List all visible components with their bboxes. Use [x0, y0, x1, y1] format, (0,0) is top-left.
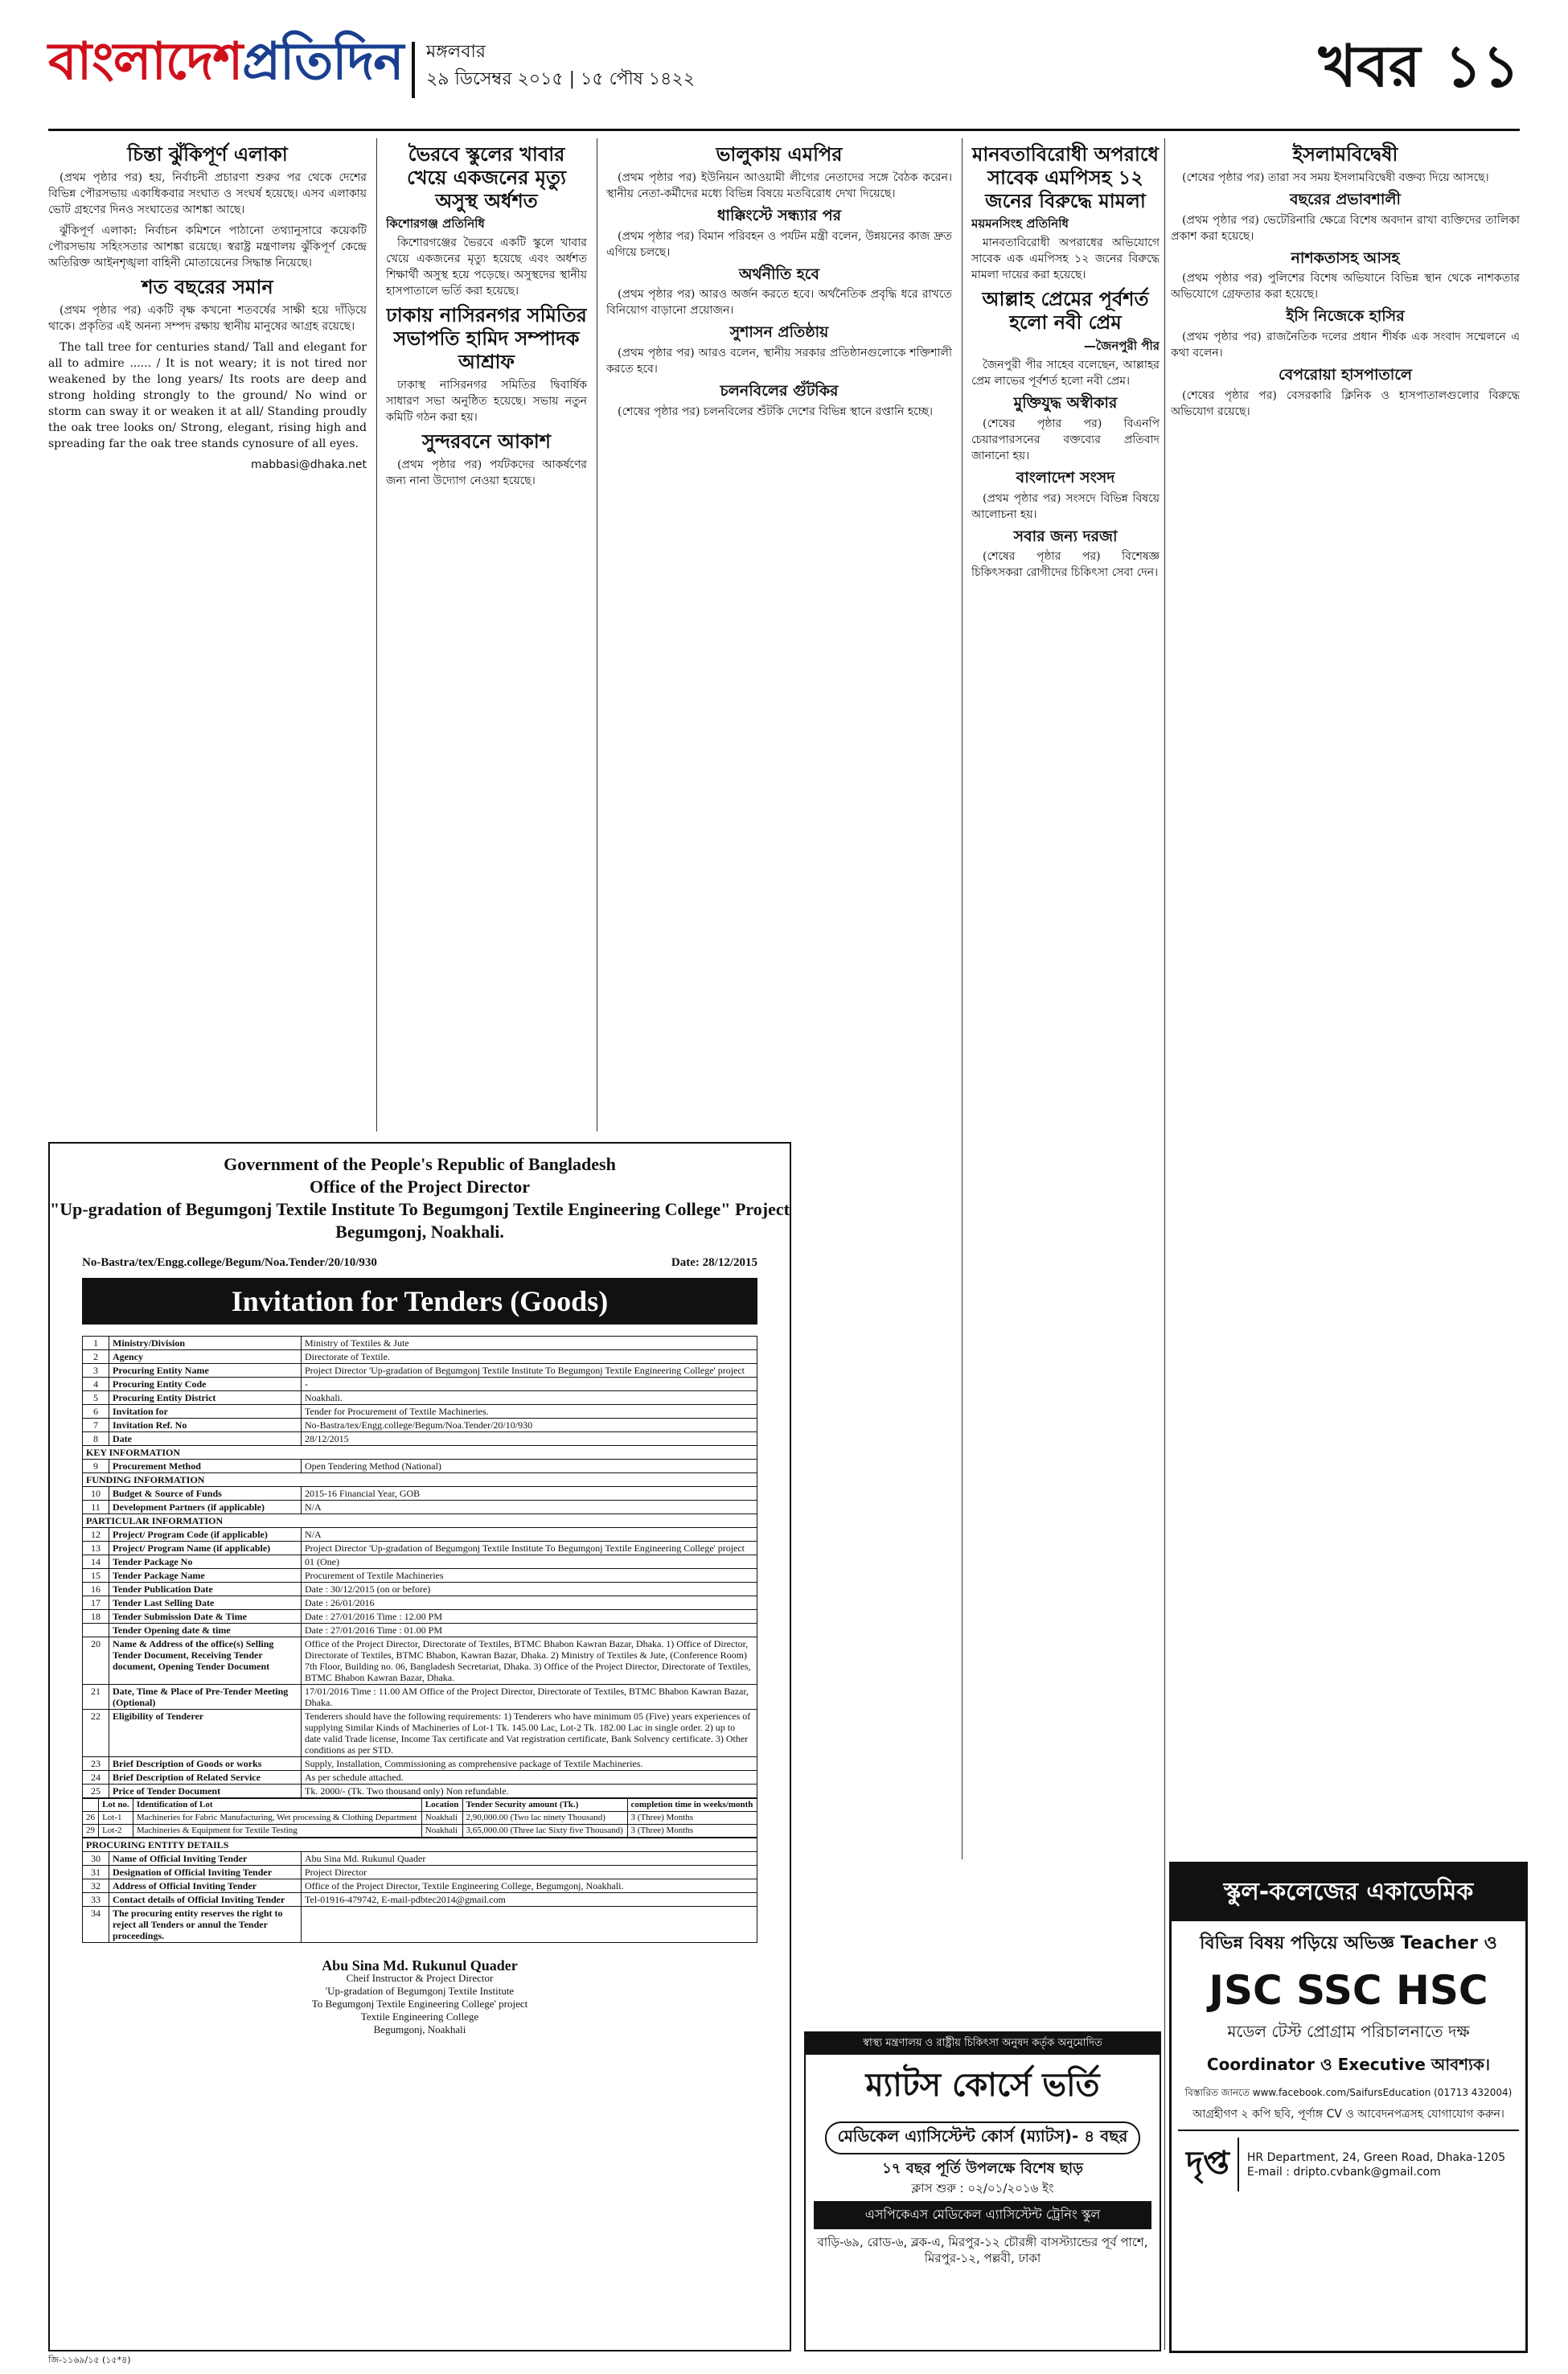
row-number: 1	[83, 1337, 109, 1350]
section-label: KEY INFORMATION	[83, 1446, 757, 1460]
lot-cell: 26	[83, 1812, 99, 1825]
row-label: Procuring Entity Code	[109, 1378, 302, 1391]
tender-row	[83, 1487, 757, 1501]
row-label: Tender Submission Date & Time	[109, 1610, 302, 1624]
headline: সুশাসন প্রতিষ্ঠায়	[729, 323, 829, 342]
column-divider	[962, 138, 963, 1859]
row-value: 2015-16 Financial Year, GOB	[302, 1487, 757, 1501]
tender-row	[83, 1710, 757, 1757]
tender-row	[83, 1685, 757, 1710]
row-label: Brief Description of Goods or works	[109, 1757, 302, 1771]
row-label: Project/ Program Code (if applicable)	[109, 1528, 302, 1542]
row-value: Date : 27/01/2016 Time : 12.00 PM	[302, 1610, 757, 1624]
row-number: 11	[83, 1501, 109, 1514]
row-value: Supply, Installation, Commissioning as comprehensive package of Textile Machineries.	[302, 1757, 757, 1771]
article-body: (প্রথম পৃষ্ঠার পর) ইউনিয়ন আওয়ামী লীগের নেতাদের সঙ্গে বৈঠক করেন। স্থানীয় নেতা-কর্মীদের মধ্যে বিভিন্ন বিষয়ে মতবিরোধ দেখা দিয়েছে।	[606, 170, 952, 200]
article-body: (শেষের পৃষ্ঠার পর) বিশেষজ্ঞ চিকিৎসকরা রোগীদের চিকিৎসা সেবা দেন।	[971, 550, 1160, 580]
tender-row	[83, 1757, 757, 1771]
tender-row	[83, 1610, 757, 1624]
article-body: (প্রথম পৃষ্ঠার পর) আরও বলেন, স্থানীয় সরকার প্রতিষ্ঠানগুলোকে শক্তিশালী করতে হবে।	[606, 347, 952, 376]
dripto-logo: দৃপ্ত	[1178, 2138, 1239, 2191]
row-label: Budget & Source of Funds	[109, 1487, 302, 1501]
section-header	[1319, 23, 1520, 119]
tender-ref-row	[82, 1256, 757, 1270]
row-label: Name & Address of the office(s) Selling Tender Document, Receiving Tender document, Opening Tender Document	[109, 1637, 302, 1685]
section-row	[83, 1473, 757, 1487]
row-number: 10	[83, 1487, 109, 1501]
article-body: মানবতাবিরোধী অপরাধের অভিযোগে সাবেক এক এমপিসহ ১২ জনের বিরুদ্ধে মামলা দায়ের করা হয়েছে।	[971, 236, 1160, 282]
headline: বছরের প্রভাবশালী	[1289, 190, 1401, 208]
poem-quote: The tall tree for centuries stand/ Tall and elegant for all to admire ...... / It is not weary; it is not tired nor weakened by the long years/ Its roots are deep and strong holding strongly to the ground/ No wind or storm can sway it or weaken it at all/ Standing proudly the oak tree looks on/ Strong, elegant, rising high and spreading far the oak tree stands cynosure of all eyes.	[48, 340, 367, 450]
ad-address	[1239, 2150, 1505, 2179]
tender-row	[83, 1583, 757, 1596]
row-value: Tk. 2000/- (Tk. Two thousand only) Non refundable.	[302, 1785, 757, 1798]
headline: নাশকতাসহ আসহ	[1291, 248, 1400, 267]
course-badge: মেডিকেল এ্যাসিস্টেন্ট কোর্স (ম্যাটস)- ৪ বছর	[825, 2121, 1141, 2154]
lot-row	[83, 1812, 757, 1825]
row-number: 7	[83, 1419, 109, 1432]
lot-cell: 3,65,000.00 (Three lac Sixty five Thousand)	[462, 1825, 627, 1838]
row-value: Office of the Project Director, Textile Engineering College, Begumgonj, Noakhali.	[302, 1879, 757, 1893]
row-value: Abu Sina Md. Rukunul Quader	[302, 1852, 757, 1866]
tender-date: Date: 28/12/2015	[671, 1256, 757, 1269]
row-label: Ministry/Division	[109, 1337, 302, 1350]
headline: চলনবিলের গুঁটকির	[720, 382, 839, 400]
tender-row	[83, 1419, 757, 1432]
article-body: (প্রথম পৃষ্ঠার পর) আরও অর্জন করতে হবে। অর্থনৈতিক প্রবৃদ্ধি ধরে রাখতে বিনিয়োগ বাড়ানো প্রয়োজন।	[606, 288, 952, 318]
gov-line: Government of the People's Republic of Bangladesh	[224, 1154, 616, 1174]
lots-table	[82, 1798, 757, 1838]
memo-number: No-Bastra/tex/Engg.college/Begum/Noa.Tender/20/10/930	[82, 1256, 377, 1269]
row-label: Date	[109, 1432, 302, 1446]
column-5	[1171, 138, 1520, 1851]
brand-part2: প্রতিদিন	[242, 32, 404, 92]
section-row	[83, 1838, 757, 1852]
row-label: Brief Description of Related Service	[109, 1771, 302, 1785]
signature-block	[50, 1959, 790, 2036]
tender-row	[83, 1391, 757, 1405]
section-label: PARTICULAR INFORMATION	[83, 1514, 757, 1528]
article-body: (শেষের পৃষ্ঠার পর) বেসরকারি ক্লিনিক ও হাসপাতালগুলোর বিরুদ্ধে অভিযোগ রয়েছে।	[1171, 388, 1520, 418]
lot-row	[83, 1825, 757, 1838]
row-label: Development Partners (if applicable)	[109, 1501, 302, 1514]
row-number: 15	[83, 1569, 109, 1583]
row-number: 14	[83, 1555, 109, 1569]
ad-coordinator: Coordinator ও Executive আবশ্যক।	[1206, 2055, 1491, 2074]
row-number: 2	[83, 1350, 109, 1364]
gov-line: Begumgonj, Noakhali.	[335, 1222, 504, 1242]
row-label: Tender Opening date & time	[109, 1624, 302, 1637]
tender-row	[83, 1555, 757, 1569]
row-number: 33	[83, 1893, 109, 1907]
article-body: (শেষের পৃষ্ঠার পর) তারা সব সময় ইসলামবিদ্বেষী বক্তব্য দিয়ে আসছে।	[1182, 170, 1489, 184]
row-label: Price of Tender Document	[109, 1785, 302, 1798]
lot-cell: Noakhali	[421, 1825, 462, 1838]
hr-address: HR Department, 24, Green Road, Dhaka-1205	[1246, 2150, 1506, 2164]
ad-title: ম্যাটস কোর্সে ভর্তি	[865, 2067, 1100, 2104]
tender-row	[83, 1432, 757, 1446]
tender-row	[83, 1405, 757, 1419]
ad-head: স্কুল-কলেজের একাডেমিক	[1172, 1864, 1525, 1921]
row-number: 8	[83, 1432, 109, 1446]
headline: বাংলাদেশ সংসদ	[1016, 468, 1115, 487]
row-number: 12	[83, 1528, 109, 1542]
gov-line: Office of the Project Director	[309, 1177, 531, 1197]
lot-header-cell	[83, 1799, 99, 1812]
row-number: 32	[83, 1879, 109, 1893]
row-label: Procuring Entity District	[109, 1391, 302, 1405]
row-number: 31	[83, 1866, 109, 1879]
tender-row	[83, 1624, 757, 1637]
article-body: ঝুঁকিপূর্ণ এলাকা: নির্বাচন কমিশনে পাঠানো তথ্যানুসারে কয়েকটি পৌরসভায় সহিংসতার আশঙ্কা রয়েছে। স্বরাষ্ট্র মন্ত্রণালয় ঝুঁকিপূর্ণ কেন্দ্রে অতিরিক্ত আইনশৃঙ্খলা বাহিনী মোতায়েনের সিদ্ধান্ত নিয়েছে।	[48, 224, 367, 269]
row-number: 13	[83, 1542, 109, 1555]
tender-row	[83, 1528, 757, 1542]
school-address: বাড়ি-৬৯, রোড-৬, ব্লক-এ, মিরপুর-১২ চৌরঙ্গী বাসস্ট্যান্ডের পূর্ব পাশে, মিরপুর-১২, পল্লবী, ঢাকা	[817, 2235, 1148, 2265]
column-4	[971, 138, 1160, 1859]
row-value: Date : 30/12/2015 (on or before)	[302, 1583, 757, 1596]
ad-offer: ১৭ বছর পূর্তি উপলক্ষে বিশেষ ছাড়	[882, 2160, 1083, 2177]
row-label: Agency	[109, 1350, 302, 1364]
lot-header-cell: Location	[421, 1799, 462, 1812]
article-body: কিশোরগঞ্জের ভৈরবে একটি স্কুলে খাবার খেয়ে একজনের মৃত্যু হয়েছে এবং অর্ধশত শিক্ষার্থী অসুস্থ হয়ে পড়েছে। অসুস্থদের স্থানীয় হাসপাতালে ভর্তি করা হয়েছে।	[386, 236, 587, 298]
row-label: Address of Official Inviting Tender	[109, 1879, 302, 1893]
email-address: mabbasi@dhaka.net	[251, 458, 367, 471]
section-row	[83, 1514, 757, 1528]
row-label: Invitation for	[109, 1405, 302, 1419]
headline: ভালুকায় এমপির	[716, 143, 843, 166]
row-value: Open Tendering Method (National)	[302, 1460, 757, 1473]
tender-row	[83, 1378, 757, 1391]
ad-model-test: মডেল টেস্ট প্রোগ্রাম পরিচালনাতে দক্ষ	[1227, 2022, 1470, 2041]
column-2	[386, 138, 587, 1132]
headline: সুন্দরবনে আকাশ	[422, 429, 551, 453]
lot-cell: Machineries for Fabric Manufacturing, Wet processing & Clothing Department	[133, 1812, 421, 1825]
row-number: 21	[83, 1685, 109, 1710]
article-body: (শেষের পৃষ্ঠার পর) বিএনপি চেয়ারপারসনের বক্তব্যের প্রতিবাদ জানানো হয়।	[971, 417, 1160, 462]
mats-admission-ad	[804, 2031, 1161, 2351]
headline: ভৈরবে স্কুলের খাবার খেয়ে একজনের মৃত্যু অসুস্থ অর্ধশত	[407, 143, 566, 212]
row-value: N/A	[302, 1501, 757, 1514]
procuring-table	[82, 1838, 757, 1943]
row-value: Ministry of Textiles & Jute	[302, 1337, 757, 1350]
subhead: —জৈনপুরী পীর	[1083, 338, 1160, 353]
row-value: Project Director	[302, 1866, 757, 1879]
tender-row	[83, 1596, 757, 1610]
tender-row	[83, 1542, 757, 1555]
signatory-line: Cheif Instructor & Project Director	[346, 1972, 494, 1984]
row-value: 01 (One)	[302, 1555, 757, 1569]
tender-row	[83, 1771, 757, 1785]
teacher-recruitment-ad	[1169, 1862, 1528, 2353]
row-label: Tender Last Selling Date	[109, 1596, 302, 1610]
headline: মুক্তিযুদ্ধ অস্বীকার	[1013, 393, 1118, 412]
lot-header-cell: completion time in weeks/month	[627, 1799, 757, 1812]
row-value: -	[302, 1378, 757, 1391]
lot-cell: 3 (Three) Months	[627, 1812, 757, 1825]
row-number: 18	[83, 1610, 109, 1624]
headline: আল্লাহ প্রেমের পূর্বশর্ত হলো নবী প্রেম	[982, 288, 1149, 335]
row-value: Directorate of Textile.	[302, 1350, 757, 1364]
gov-line: "Up-gradation of Begumgonj Textile Institute To Begumgonj Textile Engineering College" Project	[50, 1199, 790, 1219]
row-label: Invitation Ref. No	[109, 1419, 302, 1432]
tender-notice	[48, 1142, 791, 2351]
lot-header-cell: Tender Security amount (Tk.)	[462, 1799, 627, 1812]
headline: ঢাকায় নাসিরনগর সমিতির সভাপতি হামিদ সম্পাদক আশ্রাফ	[386, 304, 587, 373]
masthead	[48, 23, 1520, 127]
tender-table	[82, 1336, 757, 1798]
byline: কিশোরগঞ্জ প্রতিনিধি	[386, 216, 485, 232]
headline: সবার জন্য দরজা	[1013, 527, 1118, 545]
tender-row	[83, 1364, 757, 1378]
signatory-line: Begumgonj, Noakhali	[373, 2023, 466, 2035]
class-start: ক্লাস শুরু : ০২/০১/২০১৬ ইং	[911, 2181, 1054, 2195]
headline: মানবতাবিরোধী অপরাধে সাবেক এমপিসহ ১২ জনের বিরুদ্ধে মামলা	[972, 143, 1159, 212]
row-value: As per schedule attached.	[302, 1771, 757, 1785]
headline: বেপরোয়া হাসপাতালে	[1278, 366, 1413, 384]
row-number: 20	[83, 1637, 109, 1685]
row-value: 17/01/2016 Time : 11.00 AM Office of the Project Director, Directorate of Textiles, BTMC Bhabon Kawran Bazar, Dhaka.	[302, 1685, 757, 1710]
row-label: Project/ Program Name (if applicable)	[109, 1542, 302, 1555]
tender-row	[83, 1460, 757, 1473]
row-number: 24	[83, 1771, 109, 1785]
tender-banner: Invitation for Tenders (Goods)	[82, 1278, 757, 1325]
article-body: (প্রথম পৃষ্ঠার পর) ভেটেরিনারি ক্ষেত্রে বিশেষ অবদান রাখা ব্যক্তিদের তালিকা প্রকাশ করা হয়েছে।	[1171, 213, 1520, 243]
row-label: The procuring entity reserves the right to reject all Tenders or annul the Tender proceedings.	[109, 1907, 302, 1943]
row-number: 17	[83, 1596, 109, 1610]
column-divider	[1164, 138, 1165, 2350]
row-label: Procurement Method	[109, 1460, 302, 1473]
row-value: No-Bastra/tex/Engg.college/Begum/Noa.Tender/20/10/930	[302, 1419, 757, 1432]
tender-row	[83, 1637, 757, 1685]
tender-row	[83, 1501, 757, 1514]
article-body: ঢাকাস্থ নাসিরনগর সমিতির দ্বিবার্ষিক সাধারণ সভা অনুষ্ঠিত হয়েছে। সভায় নতুন কমিটি গঠন করা হয়।	[386, 378, 587, 424]
signatory-line: To Begumgonj Textile Engineering College' project	[311, 1998, 528, 2010]
section-label: PROCURING ENTITY DETAILS	[83, 1838, 757, 1852]
tender-row	[83, 1879, 757, 1893]
row-number: 25	[83, 1785, 109, 1798]
article-body: (প্রথম পৃষ্ঠার পর) সংসদে বিভিন্ন বিষয়ে আলোচনা হয়।	[971, 491, 1160, 521]
header-rule	[48, 129, 1520, 131]
ad-approval: স্বাস্থ্য মন্ত্রণালয় ও রাষ্ট্রীয় চিকিৎসা অনুষদ কর্তৃক অনুমোদিত	[806, 2033, 1160, 2055]
headline: ধাক্কিংস্টে সন্ধ্যার পর	[716, 206, 842, 224]
headline: ইসলামবিদ্বেষী	[1292, 143, 1398, 166]
section-row	[83, 1446, 757, 1460]
tender-row	[83, 1866, 757, 1879]
lot-cell: 29	[83, 1825, 99, 1838]
row-label: Tender Package No	[109, 1555, 302, 1569]
byline: ময়মনসিংহ প্রতিনিধি	[971, 216, 1069, 232]
row-value	[302, 1907, 757, 1943]
row-number: 4	[83, 1378, 109, 1391]
signatory-name: Abu Sina Md. Rukunul Quader	[322, 1957, 518, 1974]
row-label: Designation of Official Inviting Tender	[109, 1866, 302, 1879]
article-body: (প্রথম পৃষ্ঠার পর) একটি বৃক্ষ কখনো শতবর্ষের সাক্ষী হয়ে দাঁড়িয়ে থাকে। প্রকৃতির এই অনন্য সম্পদ রক্ষায় স্থানীয় মানুষের আগ্রহ রয়েছে।	[48, 303, 367, 333]
signatory-line: 'Up-gradation of Begumgonj Textile Institute	[325, 1985, 515, 1997]
ad-website: বিস্তারিত জানতে www.facebook.com/SaifursEducation (01713 432004)	[1184, 2087, 1513, 2098]
row-label: Tender Publication Date	[109, 1583, 302, 1596]
row-label: Tender Package Name	[109, 1569, 302, 1583]
row-number: 30	[83, 1852, 109, 1866]
headline: অর্থনীতি হবে	[738, 265, 820, 283]
tender-row	[83, 1852, 757, 1866]
row-value: 28/12/2015	[302, 1432, 757, 1446]
row-value: Tender for Procurement of Textile Machineries.	[302, 1405, 757, 1419]
school-name: এসপিকেএস মেডিকেল এ্যাসিস্টেন্ট ট্রেনিং স্কুল	[814, 2201, 1151, 2229]
row-number: 3	[83, 1364, 109, 1378]
brand-part1: বাংলাদেশ	[48, 32, 243, 92]
lot-cell: Noakhali	[421, 1812, 462, 1825]
ad-code: জি-১১৬৯/১৫ (১৫*৪)	[48, 2355, 131, 2365]
row-value: Noakhali.	[302, 1391, 757, 1405]
tender-row	[83, 1907, 757, 1943]
lots-header	[83, 1799, 757, 1812]
ad-footer	[1178, 2130, 1519, 2191]
article-body: (প্রথম পৃষ্ঠার পর) বিমান পরিবহন ও পর্যটন মন্ত্রী বলেন, উন্নয়নের কাজ দ্রুত এগিয়ে চলছে।	[606, 229, 952, 259]
row-number: 16	[83, 1583, 109, 1596]
article-body: (প্রথম পৃষ্ঠার পর) পুলিশের বিশেষ অভিযানে বিভিন্ন স্থান থেকে নাশকতার অভিযোগে গ্রেফতার করা হয়েছে।	[1171, 272, 1520, 302]
row-value: Project Director 'Up-gradation of Begumgonj Textile Institute To Begumgonj Textile Engineering College' project	[302, 1542, 757, 1555]
row-number: 9	[83, 1460, 109, 1473]
column-1	[48, 138, 367, 1132]
lot-header-cell: Lot no.	[99, 1799, 133, 1812]
section-title: খবর	[1318, 32, 1421, 100]
lot-cell: Lot-1	[99, 1812, 133, 1825]
hr-email: E-mail : dripto.cvbank@gmail.com	[1246, 2165, 1441, 2179]
tender-row	[83, 1337, 757, 1350]
section-label: FUNDING INFORMATION	[83, 1473, 757, 1487]
row-label: Procuring Entity Name	[109, 1364, 302, 1378]
headline: শত বছরের সমান	[142, 275, 273, 298]
lot-header-cell: Identification of Lot	[133, 1799, 421, 1812]
row-number: 34	[83, 1907, 109, 1943]
row-value: Office of the Project Director, Directorate of Textiles, BTMC Bhabon Kawran Bazar, Dhaka. 1) Office of Director, Directorate of Textiles, BTMC Bhabon, Kawran Bazar, Dhaka. 2) Ministry of Textiles & Jute, (Conference Room) 7th Floor, Building no. 06, Bangladesh Secretariat, Dhaka. 3) Office of the Project Director, Directorate of Textiles, BTMC Bhabon Kawran Bazar, Dhaka.	[302, 1637, 757, 1685]
ad-subhead: বিভিন্ন বিষয় পড়িয়ে অভিজ্ঞ Teacher ও	[1200, 1933, 1497, 1953]
ad-apply: আগ্রহীগণ ২ কপি ছবি, পূর্ণাঙ্গ CV ও আবেদনপত্রসহ যোগাযোগ করুন।	[1192, 2108, 1504, 2121]
dateline	[426, 39, 695, 93]
row-number: 5	[83, 1391, 109, 1405]
article-body: (শেষের পৃষ্ঠার পর) চলনবিলের শুঁটকি দেশের বিভিন্ন স্থানে রপ্তানি হচ্ছে।	[618, 405, 933, 418]
exam-levels: JSC SSC HSC	[1209, 1967, 1488, 2014]
row-value: Tel-01916-479742, E-mail-pdbtec2014@gmail.com	[302, 1893, 757, 1907]
lot-cell: Machineries & Equipment for Textile Testing	[133, 1825, 421, 1838]
article-body: জৈনপুরী পীর সাহেব বলেছেন, আল্লাহর প্রেম লাভের পূর্বশর্ত হলো নবী প্রেম।	[971, 358, 1160, 388]
row-value: Procurement of Textile Machineries	[302, 1569, 757, 1583]
headline: ইসি নিজেকে হাসির	[1286, 307, 1405, 326]
row-value: Date : 27/01/2016 Time : 01.00 PM	[302, 1624, 757, 1637]
column-divider	[376, 138, 377, 1132]
tender-row	[83, 1350, 757, 1364]
row-label: Contact details of Official Inviting Tender	[109, 1893, 302, 1907]
row-value: N/A	[302, 1528, 757, 1542]
page-number: ১১	[1444, 32, 1520, 100]
tender-row	[83, 1569, 757, 1583]
headline: চিন্তা ঝুঁকিপূর্ণ এলাকা	[127, 143, 288, 166]
lot-cell: 3 (Three) Months	[627, 1825, 757, 1838]
row-number	[83, 1624, 109, 1637]
date-label: ২৯ ডিসেম্বর ২০১৫ | ১৫ পৌষ ১৪২২	[426, 69, 696, 89]
row-label: Date, Time & Place of Pre-Tender Meeting (Optional)	[109, 1685, 302, 1710]
signatory-line: Textile Engineering College	[360, 2011, 479, 2023]
row-value: Tenderers should have the following requirements: 1) Tenderers who have minimum 05 (Five) years experiences of supplying Similar Kinds of Machineries of Lot-1 Tk. 145.00 Lac, Lot-2 Tk. 182.00 Lac in single order. 2) up to date valid Trade license, Income Tax certificate and Vat registration certificate, Bank Solvency certificate. 3) Other conditions as per STD.	[302, 1710, 757, 1757]
newspaper-logo	[48, 23, 403, 109]
article-lead: (প্রথম পৃষ্ঠার পর) হয়, নির্বাচনী প্রচারণা শুরুর পর থেকে দেশের বিভিন্ন পৌরসভায় একাধিকবার সংঘাত ও সংঘর্ষ হয়েছে। এসব এলাকায় ভোট গ্রহণের দিনও সংঘাতের আশঙ্কা আছে।	[48, 170, 367, 216]
row-label: Name of Official Inviting Tender	[109, 1852, 302, 1866]
lot-cell: Lot-2	[99, 1825, 133, 1838]
article-body: (প্রথম পৃষ্ঠার পর) পর্যটকদের আকর্ষণের জন্য নানা উদ্যোগ নেওয়া হয়েছে।	[386, 458, 587, 487]
tender-header	[50, 1153, 790, 1243]
lot-cell: 2,90,000.00 (Two lac ninety Thousand)	[462, 1812, 627, 1825]
article-body: (প্রথম পৃষ্ঠার পর) রাজনৈতিক দলের প্রধান শীর্ষক এক সংবাদ সম্মেলনে এ কথা বলেন।	[1171, 331, 1520, 360]
tender-row	[83, 1785, 757, 1798]
row-value: Project Director 'Up-gradation of Begumgonj Textile Institute To Begumgonj Textile Engineering College' project	[302, 1364, 757, 1378]
day-label: মঙ্গলবার	[426, 42, 486, 62]
row-number: 23	[83, 1757, 109, 1771]
tender-row	[83, 1893, 757, 1907]
row-value: Date : 26/01/2016	[302, 1596, 757, 1610]
row-label: Eligibility of Tenderer	[109, 1710, 302, 1757]
row-number: 22	[83, 1710, 109, 1757]
row-number: 6	[83, 1405, 109, 1419]
